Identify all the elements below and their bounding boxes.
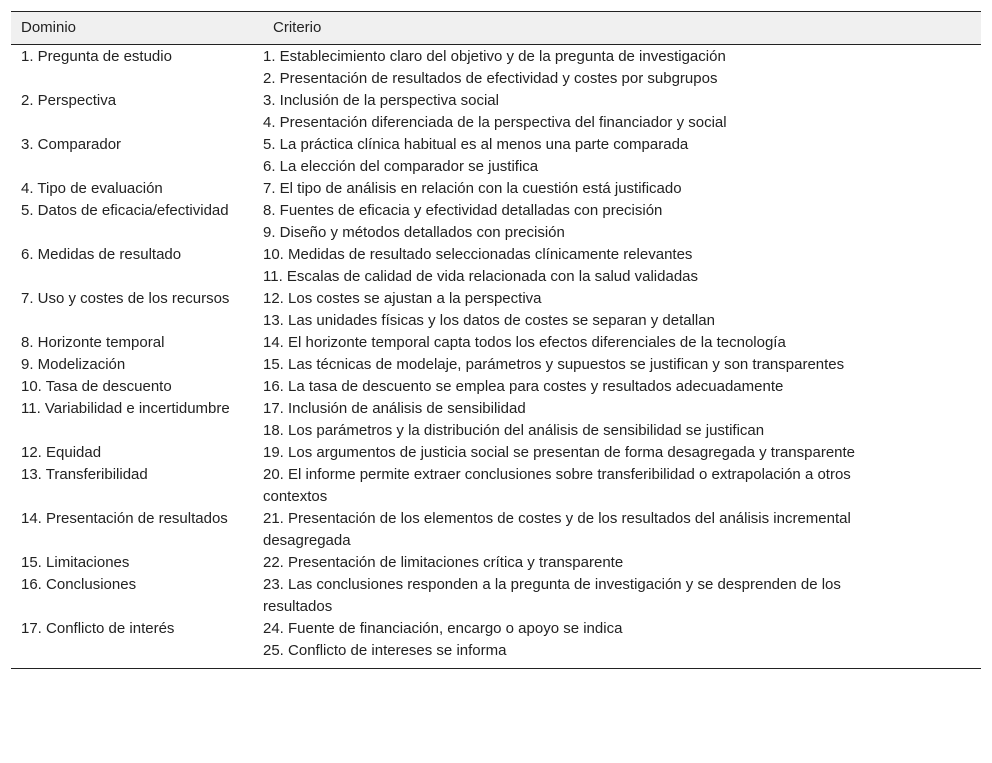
domain-cell <box>11 640 263 662</box>
table-row <box>11 46 981 68</box>
domain-cell: 10. Tasa de descuento <box>21 378 172 395</box>
table-row <box>11 288 981 310</box>
table-row <box>11 354 981 376</box>
criterion-cell: 23. Las conclusiones responden a la pregunta de investigación y se desprenden de los resultados <box>263 576 841 615</box>
criterion-cell: 20. El informe permite extraer conclusiones sobre transferibilidad o extrapolación a otros contextos <box>263 466 851 505</box>
domain-cell: 4. Tipo de evaluación <box>21 180 163 197</box>
criterion-cell: 11. Escalas de calidad de vida relacionada con la salud validadas <box>263 268 699 285</box>
domain-cell: 9. Modelización <box>21 356 126 373</box>
header-domain: Dominio <box>21 19 77 36</box>
header-criterion: Criterio <box>273 19 322 36</box>
table-row <box>11 376 981 398</box>
table-row <box>11 266 981 288</box>
table-row <box>11 508 981 552</box>
domain-cell <box>11 112 263 134</box>
criterion-cell: 24. Fuente de financiación, encargo o apoyo se indica <box>263 620 623 637</box>
table-row <box>11 574 981 618</box>
domain-cell: 1. Pregunta de estudio <box>21 48 172 65</box>
domain-cell: 14. Presentación de resultados <box>21 510 228 527</box>
domain-cell: 16. Conclusiones <box>21 576 137 593</box>
criterion-cell: 22. Presentación de limitaciones crítica y transparente <box>263 554 624 571</box>
table-body <box>11 45 981 668</box>
criterion-cell: 17. Inclusión de análisis de sensibilidad <box>263 400 526 417</box>
criterion-cell: 9. Diseño y métodos detallados con precisión <box>263 224 565 241</box>
domain-cell: 2. Perspectiva <box>21 92 117 109</box>
criterion-cell: 8. Fuentes de eficacia y efectividad detalladas con precisión <box>263 202 663 219</box>
criterion-cell: 14. El horizonte temporal capta todos los efectos diferenciales de la tecnología <box>263 334 786 351</box>
table-row <box>11 442 981 464</box>
domain-cell: 11. Variabilidad e incertidumbre <box>21 400 230 417</box>
criterion-cell: 16. La tasa de descuento se emplea para costes y resultados adecuadamente <box>263 378 784 395</box>
criterion-cell: 15. Las técnicas de modelaje, parámetros y supuestos se justifican y son transparentes <box>263 356 845 373</box>
criterion-cell: 19. Los argumentos de justicia social se presentan de forma desagregada y transparente <box>263 444 856 461</box>
domain-cell: 6. Medidas de resultado <box>21 246 182 263</box>
domain-cell <box>11 222 263 244</box>
criterion-cell: 21. Presentación de los elementos de costes y de los resultados del análisis incremental desagregada <box>263 510 851 549</box>
table-row <box>11 310 981 332</box>
domain-cell: 12. Equidad <box>21 444 102 461</box>
domain-cell: 7. Uso y costes de los recursos <box>21 290 230 307</box>
table-row <box>11 156 981 178</box>
criterion-cell: 6. La elección del comparador se justifica <box>263 158 539 175</box>
table-row <box>11 640 981 662</box>
criterion-cell: 7. El tipo de análisis en relación con la cuestión está justificado <box>263 180 682 197</box>
table-row <box>11 222 981 244</box>
domain-cell: 17. Conflicto de interés <box>21 620 175 637</box>
domain-cell: 3. Comparador <box>21 136 122 153</box>
domain-cell <box>11 156 263 178</box>
table-header <box>11 12 981 45</box>
domain-cell <box>11 420 263 442</box>
criterion-cell: 4. Presentación diferenciada de la perspectiva del financiador y social <box>263 114 727 131</box>
domain-cell <box>11 266 263 288</box>
table-row <box>11 90 981 112</box>
table-row <box>11 332 981 354</box>
table-row <box>11 68 981 90</box>
domain-cell: 5. Datos de eficacia/efectividad <box>21 202 229 219</box>
criterion-cell: 12. Los costes se ajustan a la perspectiva <box>263 290 542 307</box>
table-row <box>11 200 981 222</box>
domain-cell: 15. Limitaciones <box>21 554 130 571</box>
criterion-cell: 25. Conflicto de intereses se informa <box>263 642 507 659</box>
table-row <box>11 244 981 266</box>
table-row <box>11 420 981 442</box>
criterion-cell: 2. Presentación de resultados de efectividad y costes por subgrupos <box>263 70 718 87</box>
criterion-cell: 5. La práctica clínica habitual es al menos una parte comparada <box>263 136 689 153</box>
domain-cell: 13. Transferibilidad <box>21 466 148 483</box>
criterion-cell: 10. Medidas de resultado seleccionadas clínicamente relevantes <box>263 246 693 263</box>
criterion-cell: 1. Establecimiento claro del objetivo y de la pregunta de investigación <box>263 48 726 65</box>
criteria-table <box>11 11 981 669</box>
table-row <box>11 112 981 134</box>
criterion-cell: 3. Inclusión de la perspectiva social <box>263 92 499 109</box>
table-row <box>11 398 981 420</box>
criterion-cell: 18. Los parámetros y la distribución del análisis de sensibilidad se justifican <box>263 422 765 439</box>
table-row <box>11 134 981 156</box>
domain-cell: 8. Horizonte temporal <box>21 334 165 351</box>
table-row <box>11 178 981 200</box>
criterion-cell: 13. Las unidades físicas y los datos de costes se separan y detallan <box>263 312 715 329</box>
domain-cell <box>11 310 263 332</box>
table-row <box>11 618 981 640</box>
domain-cell <box>11 68 263 90</box>
table-row <box>11 464 981 508</box>
table-row <box>11 552 981 574</box>
